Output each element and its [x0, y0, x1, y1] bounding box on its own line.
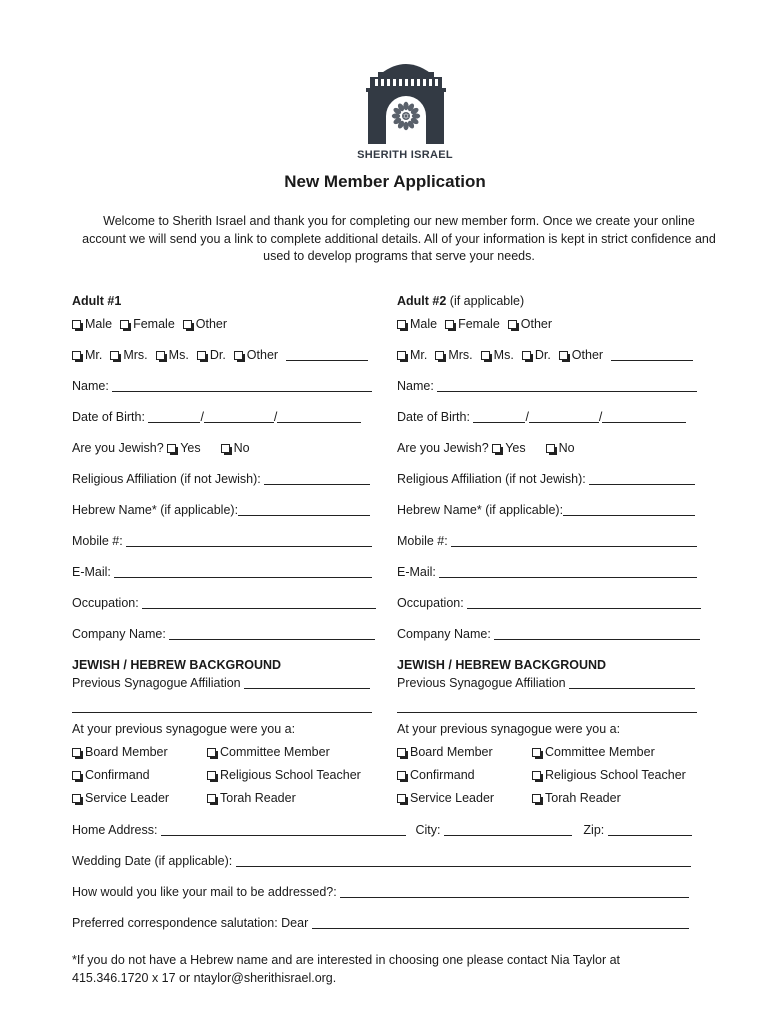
title-option[interactable]	[197, 348, 226, 363]
title-label: Mrs.	[123, 348, 148, 362]
adult-heading-suffix: (if applicable)	[446, 294, 525, 308]
mail-address-label: How would you like your mail to be addressed?:	[72, 885, 337, 899]
city-field[interactable]	[444, 823, 572, 836]
title-label: Mrs.	[448, 348, 473, 362]
gender-option[interactable]	[508, 317, 552, 332]
other-title-field[interactable]	[286, 348, 368, 361]
gender-label: Male	[410, 317, 438, 331]
background-heading: JEWISH / HEBREW BACKGROUND	[397, 658, 607, 672]
titles-row	[397, 348, 693, 363]
no-label: No	[233, 441, 250, 455]
gender-1-checkbox[interactable]	[445, 320, 454, 329]
jewish-yes-option[interactable]	[167, 441, 200, 456]
mobile-field[interactable]	[126, 534, 372, 547]
intro-line: Welcome to Sherith Israel and thank you for completing our new member form. Once we create your online	[103, 214, 695, 228]
mobile-label: Mobile #:	[397, 534, 448, 548]
role-label: Service Leader	[410, 791, 495, 805]
dob-year-field[interactable]	[277, 410, 361, 423]
affiliation-row	[397, 472, 695, 487]
role-option[interactable]	[207, 745, 330, 760]
role-option[interactable]	[72, 768, 150, 783]
name-row	[72, 379, 372, 394]
title-option[interactable]	[110, 348, 147, 363]
name-field[interactable]	[112, 379, 372, 392]
home-address-label: Home Address:	[72, 823, 158, 837]
title-option[interactable]	[435, 348, 472, 363]
mobile-field[interactable]	[451, 534, 697, 547]
role-option[interactable]	[532, 745, 655, 760]
gender-row	[72, 317, 235, 332]
mail-address-field[interactable]	[340, 885, 689, 898]
role-label: Religious School Teacher	[545, 768, 686, 782]
role-4-checkbox[interactable]	[72, 794, 81, 803]
role-option[interactable]	[532, 791, 621, 806]
zip-label: Zip:	[583, 823, 605, 837]
name-row	[397, 379, 697, 394]
dob-month-field[interactable]	[148, 410, 200, 423]
email-label: E-Mail:	[72, 565, 111, 579]
role-option[interactable]	[72, 745, 168, 760]
were-you-label: At your previous synagogue were you a:	[72, 722, 296, 736]
title-option[interactable]	[559, 348, 603, 363]
title-1-checkbox[interactable]	[435, 351, 444, 360]
previous-synagogue-row	[72, 676, 370, 691]
role-4-checkbox[interactable]	[397, 794, 406, 803]
gender-2-checkbox[interactable]	[183, 320, 192, 329]
adult-heading: Adult #2	[397, 294, 447, 308]
titles-row	[72, 348, 368, 363]
previous-synagogue-field[interactable]	[569, 676, 695, 689]
title-label: Dr.	[209, 348, 226, 362]
role-label: Confirmand	[410, 768, 475, 782]
occupation-row	[397, 596, 701, 611]
salutation-label: Preferred correspondence salutation: Dear	[72, 916, 309, 930]
role-label: Board Member	[410, 745, 493, 759]
wedding-row	[72, 854, 691, 869]
gender-2-checkbox[interactable]	[508, 320, 517, 329]
intro-line: account we will send you a link to complete additional details. All of your information is kept in strict confidence and	[82, 231, 716, 246]
role-option[interactable]	[397, 745, 493, 760]
email-row	[397, 565, 697, 580]
affiliation-label: Religious Affiliation (if not Jewish):	[397, 472, 586, 486]
mobile-row	[397, 534, 697, 549]
yes-label: Yes	[505, 441, 526, 455]
email-field[interactable]	[114, 565, 372, 578]
dob-separator: /	[273, 410, 278, 424]
role-option[interactable]	[207, 768, 361, 783]
title-2-checkbox[interactable]	[481, 351, 490, 360]
hebrew-name-label: Hebrew Name* (if applicable):	[397, 503, 564, 517]
salutation-field[interactable]	[312, 916, 689, 929]
dob-day-field[interactable]	[529, 410, 599, 423]
name-label: Name:	[72, 379, 109, 393]
jewish-row	[72, 441, 258, 456]
dob-row	[72, 410, 361, 425]
gender-option[interactable]	[397, 317, 437, 332]
name-field[interactable]	[437, 379, 697, 392]
were-you-row	[72, 722, 295, 737]
occupation-row	[72, 596, 376, 611]
role-option[interactable]	[397, 791, 494, 806]
dob-separator: /	[598, 410, 603, 424]
jewish-no-option[interactable]	[221, 441, 250, 456]
title-label: Other	[246, 348, 279, 362]
occupation-field[interactable]	[467, 596, 701, 609]
page-title: New Member Application	[284, 172, 486, 191]
role-option[interactable]	[397, 768, 475, 783]
logo-wordmark: SHERITH ISRAEL	[357, 149, 453, 161]
name-label: Name:	[397, 379, 434, 393]
gender-0-checkbox[interactable]	[72, 320, 81, 329]
gender-label: Male	[85, 317, 113, 331]
role-label: Service Leader	[85, 791, 170, 805]
role-0-checkbox[interactable]	[397, 748, 406, 757]
other-title-field[interactable]	[611, 348, 693, 361]
adult-heading: Adult #1	[72, 294, 122, 308]
mobile-row	[72, 534, 372, 549]
role-label: Confirmand	[85, 768, 150, 782]
role-3-checkbox[interactable]	[207, 771, 216, 780]
role-option[interactable]	[72, 791, 169, 806]
previous-synagogue-field[interactable]	[244, 676, 370, 689]
hebrew-name-row	[72, 503, 370, 518]
affiliation-row	[72, 472, 370, 487]
company-label: Company Name:	[72, 627, 166, 641]
title-2-checkbox[interactable]	[156, 351, 165, 360]
role-label: Committee Member	[220, 745, 330, 759]
title-4-checkbox[interactable]	[559, 351, 568, 360]
title-4-checkbox[interactable]	[234, 351, 243, 360]
title-3-checkbox[interactable]	[522, 351, 531, 360]
title-label: Ms.	[168, 348, 189, 362]
intro-paragraph	[72, 213, 726, 266]
gender-label: Female	[458, 317, 500, 331]
company-field[interactable]	[494, 627, 700, 640]
company-row	[72, 627, 375, 642]
mobile-label: Mobile #:	[72, 534, 123, 548]
affiliation-field[interactable]	[589, 472, 695, 485]
role-label: Torah Reader	[220, 791, 296, 805]
role-option[interactable]	[207, 791, 296, 806]
home-address-row	[72, 823, 692, 838]
city-label: City:	[415, 823, 441, 837]
gender-label: Other	[195, 317, 228, 331]
title-label: Ms.	[493, 348, 514, 362]
role-option[interactable]	[532, 768, 686, 783]
previous-synagogue-label: Previous Synagogue Affiliation	[397, 676, 566, 690]
yes-label: Yes	[180, 441, 201, 455]
role-1-checkbox[interactable]	[532, 748, 541, 757]
dob-row	[397, 410, 686, 425]
gender-label: Other	[520, 317, 553, 331]
hebrew-name-label: Hebrew Name* (if applicable):	[72, 503, 239, 517]
intro-line: used to develop programs that serve your needs.	[263, 249, 535, 263]
title-0-checkbox[interactable]	[72, 351, 81, 360]
gender-option[interactable]	[72, 317, 112, 332]
occupation-field[interactable]	[142, 596, 376, 609]
sherith-israel-logo	[356, 54, 456, 164]
were-you-label: At your previous synagogue were you a:	[397, 722, 621, 736]
jewish-no-checkbox[interactable]	[546, 444, 555, 453]
previous-synagogue-line2[interactable]	[72, 712, 372, 713]
gender-row	[397, 317, 560, 332]
background-heading-row	[397, 658, 606, 673]
dob-month-field[interactable]	[473, 410, 525, 423]
occupation-label: Occupation:	[397, 596, 464, 610]
home-address-field[interactable]	[161, 823, 406, 836]
role-1-checkbox[interactable]	[207, 748, 216, 757]
email-label: E-Mail:	[397, 565, 436, 579]
role-0-checkbox[interactable]	[72, 748, 81, 757]
jewish-no-option[interactable]	[546, 441, 575, 456]
title-option[interactable]	[72, 348, 102, 363]
mail-address-row	[72, 885, 689, 900]
jewish-no-checkbox[interactable]	[221, 444, 230, 453]
dob-day-field[interactable]	[204, 410, 274, 423]
title-option[interactable]	[156, 348, 189, 363]
adult-heading-row	[397, 294, 524, 309]
jewish-label: Are you Jewish?	[72, 441, 164, 455]
hebrew-name-field[interactable]	[563, 503, 695, 516]
previous-synagogue-label: Previous Synagogue Affiliation	[72, 676, 241, 690]
affiliation-label: Religious Affiliation (if not Jewish):	[72, 472, 261, 486]
previous-synagogue-line2[interactable]	[397, 712, 697, 713]
gender-option[interactable]	[183, 317, 227, 332]
jewish-yes-checkbox[interactable]	[167, 444, 176, 453]
title-option[interactable]	[397, 348, 427, 363]
company-row	[397, 627, 700, 642]
title-option[interactable]	[481, 348, 514, 363]
title-0-checkbox[interactable]	[397, 351, 406, 360]
title-option[interactable]	[234, 348, 278, 363]
zip-field[interactable]	[608, 823, 692, 836]
footer-line: *If you do not have a Hebrew name and are interested in choosing one please contact Nia Taylor at	[72, 953, 621, 967]
no-label: No	[558, 441, 575, 455]
salutation-row	[72, 916, 689, 931]
hebrew-name-row	[397, 503, 695, 518]
title-label: Mr.	[410, 348, 428, 362]
role-3-checkbox[interactable]	[532, 771, 541, 780]
company-field[interactable]	[169, 627, 375, 640]
footer-note	[72, 951, 692, 987]
role-2-checkbox[interactable]	[397, 771, 406, 780]
email-row	[72, 565, 372, 580]
title-label: Dr.	[534, 348, 551, 362]
adult-heading-row	[72, 294, 121, 309]
role-2-checkbox[interactable]	[72, 771, 81, 780]
dob-label: Date of Birth:	[72, 410, 145, 424]
occupation-label: Occupation:	[72, 596, 139, 610]
role-label: Religious School Teacher	[220, 768, 361, 782]
dob-separator: /	[200, 410, 204, 424]
role-5-checkbox[interactable]	[207, 794, 216, 803]
jewish-label: Are you Jewish?	[397, 441, 489, 455]
gender-option[interactable]	[120, 317, 175, 332]
dob-year-field[interactable]	[602, 410, 686, 423]
background-heading: JEWISH / HEBREW BACKGROUND	[72, 658, 282, 672]
title-label: Mr.	[85, 348, 103, 362]
jewish-yes-checkbox[interactable]	[492, 444, 501, 453]
title-label: Other	[571, 348, 604, 362]
title-3-checkbox[interactable]	[197, 351, 206, 360]
title-option[interactable]	[522, 348, 551, 363]
dob-separator: /	[525, 410, 529, 424]
gender-1-checkbox[interactable]	[120, 320, 129, 329]
jewish-row	[397, 441, 583, 456]
jewish-yes-option[interactable]	[492, 441, 525, 456]
wedding-date-field[interactable]	[236, 854, 691, 867]
were-you-row	[397, 722, 620, 737]
wedding-label: Wedding Date (if applicable):	[72, 854, 233, 868]
title-1-checkbox[interactable]	[110, 351, 119, 360]
role-label: Committee Member	[545, 745, 655, 759]
previous-synagogue-row	[397, 676, 695, 691]
company-label: Company Name:	[397, 627, 491, 641]
gender-option[interactable]	[445, 317, 500, 332]
email-field[interactable]	[439, 565, 697, 578]
role-label: Torah Reader	[545, 791, 621, 805]
background-heading-row	[72, 658, 281, 673]
role-5-checkbox[interactable]	[532, 794, 541, 803]
gender-label: Female	[133, 317, 175, 331]
role-label: Board Member	[85, 745, 168, 759]
affiliation-field[interactable]	[264, 472, 370, 485]
footer-line: 415.346.1720 x 17 or ntaylor@sherithisrael.org.	[72, 971, 337, 985]
dob-label: Date of Birth:	[397, 410, 470, 424]
hebrew-name-field[interactable]	[238, 503, 370, 516]
gender-0-checkbox[interactable]	[397, 320, 406, 329]
